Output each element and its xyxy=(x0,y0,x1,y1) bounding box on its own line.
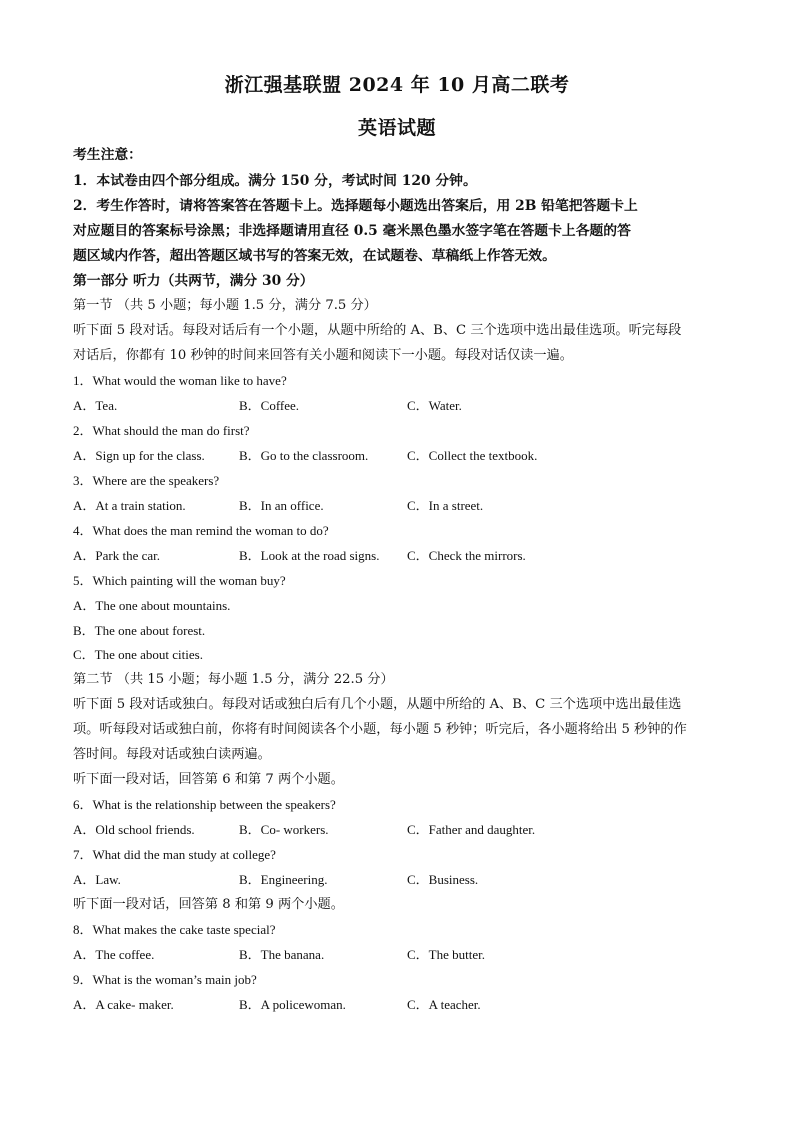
note-2-line-1: 2．考生作答时，请将答案答在答题卡上。选择题每小题选出答案后，用 2B 铅笔把答题卡上 xyxy=(73,198,638,214)
q5-option-c: C．The one about cities. xyxy=(73,647,203,662)
q2-option-c: C．Collect the textbook. xyxy=(407,448,538,463)
q6-option-a: A．Old school friends. xyxy=(73,822,195,837)
section2-instructions-line-1: 听下面 5 段对话或独白。每段对话或独白后有几个小题，从题中所给的 A、B、C 三个选项中选出最佳选 xyxy=(73,697,682,712)
q9-option-b: B．A policewoman. xyxy=(239,997,346,1012)
q8-option-b: B．The banana. xyxy=(239,947,325,962)
note-2-line-2: 对应题目的答案标号涂黑；非选择题请用直径 0.5 毫米黑色墨水签字笔在答题卡上各题的答 xyxy=(73,223,631,239)
question-1: 1．What would the woman like to have? xyxy=(73,373,287,388)
q5-option-b: B．The one about forest. xyxy=(73,623,206,638)
question-3: 3．Where are the speakers? xyxy=(73,473,220,488)
question-2: 2．What should the man do first? xyxy=(73,423,250,438)
question-6: 6．What is the relationship between the speakers? xyxy=(73,797,336,812)
notes-heading: 考生注意： xyxy=(73,147,142,163)
q4-option-a: A．Park the car. xyxy=(73,548,161,563)
q9-option-a: A．A cake- maker. xyxy=(73,997,174,1012)
section1-instructions-line-1: 听下面 5 段对话。每段对话后有一个小题，从题中所给的 A、B、C 三个选项中选出最佳选项。听完每段 xyxy=(73,323,682,338)
q8-option-a: A．The coffee. xyxy=(73,947,155,962)
q6-option-c: C．Father and daughter. xyxy=(407,822,536,837)
question-5: 5．Which painting will the woman buy? xyxy=(73,573,286,588)
exam-title: 浙江强基联盟 2024 年 10 月高二联考 xyxy=(224,74,570,96)
question-7: 7．What did the man study at college? xyxy=(73,847,276,862)
note-2-line-3: 题区域内作答，超出答题区域书写的答案无效，在试题卷、草稿纸上作答无效。 xyxy=(73,248,556,264)
section2-instructions-line-2: 项。听每段对话或独白前，你将有时间阅读各个小题，每小题 5 秒钟；听完后，各小题将给出 5 秒钟的作 xyxy=(73,722,687,737)
q9-option-c: C．A teacher. xyxy=(407,997,481,1012)
note-1: 1．本试卷由四个部分组成。满分 150 分，考试时间 120 分钟。 xyxy=(73,173,477,189)
question-9: 9．What is the woman’s main job? xyxy=(73,972,257,987)
section2-heading: 第二节 （共 15 小题；每小题 1.5 分，满分 22.5 分） xyxy=(73,672,394,687)
exam-subtitle: 英语试题 xyxy=(357,117,436,139)
q3-option-c: C．In a street. xyxy=(407,498,484,513)
q3-option-b: B．In an office. xyxy=(239,498,324,513)
section1-instructions-line-2: 对话后，你都有 10 秒钟的时间来回答有关小题和阅读下一小题。每段对话仅读一遍。 xyxy=(73,348,573,363)
question-4: 4．What does the man remind the woman to do? xyxy=(73,523,329,538)
q1-option-c: C．Water. xyxy=(407,398,462,413)
q4-option-c: C．Check the mirrors. xyxy=(407,548,526,563)
q7-option-a: A．Law. xyxy=(73,872,121,887)
dialogue-group-2-instruction: 听下面一段对话，回答第 8 和第 9 两个小题。 xyxy=(73,897,344,912)
section1-heading: 第一节 （共 5 小题；每小题 1.5 分，满分 7.5 分） xyxy=(73,298,377,313)
q1-option-a: A．Tea. xyxy=(73,398,118,413)
part1-heading: 第一部分 听力（共两节，满分 30 分） xyxy=(73,273,314,289)
q4-option-b: B．Look at the road signs. xyxy=(239,548,380,563)
dialogue-group-1-instruction: 听下面一段对话，回答第 6 和第 7 两个小题。 xyxy=(73,772,344,787)
q1-option-b: B．Coffee. xyxy=(239,398,300,413)
question-8: 8．What makes the cake taste special? xyxy=(73,922,276,937)
q7-option-b: B．Engineering. xyxy=(239,872,328,887)
q5-option-a: A．The one about mountains. xyxy=(73,598,231,613)
section2-instructions-line-3: 答时间。每段对话或独白读两遍。 xyxy=(73,747,271,762)
q2-option-a: A．Sign up for the class. xyxy=(73,448,205,463)
q8-option-c: C．The butter. xyxy=(407,947,485,962)
q2-option-b: B．Go to the classroom. xyxy=(239,448,369,463)
q6-option-b: B．Co- workers. xyxy=(239,822,329,837)
q3-option-a: A．At a train station. xyxy=(73,498,186,513)
q7-option-c: C．Business. xyxy=(407,872,479,887)
